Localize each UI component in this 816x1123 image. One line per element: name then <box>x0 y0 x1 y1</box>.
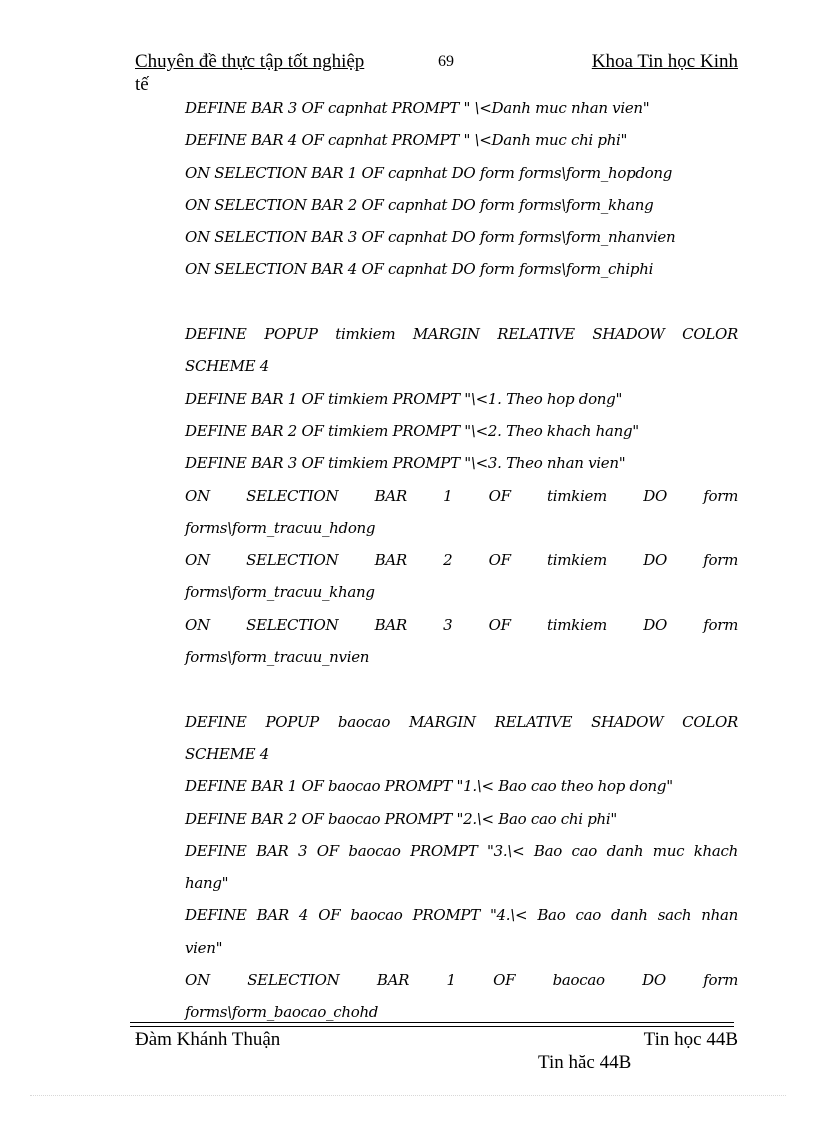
code-line: DEFINE BAR 4 OF baocao PROMPT "4.\< Bao cao danh sach nhan <box>185 906 738 925</box>
code-line: hang" <box>185 874 229 893</box>
code-line: DEFINE BAR 4 OF capnhat PROMPT " \<Danh muc chi phi" <box>185 131 628 150</box>
code-line: DEFINE BAR 1 OF baocao PROMPT "1.\< Bao cao theo hop dong" <box>185 777 673 796</box>
code-line: SCHEME 4 <box>185 744 270 763</box>
footer-rule <box>130 1022 734 1023</box>
code-line: DEFINE BAR 2 OF baocao PROMPT "2.\< Bao cao chi phi" <box>185 809 617 828</box>
code-line: vien" <box>185 938 223 957</box>
code-line: DEFINE BAR 3 OF baocao PROMPT "3.\< Bao cao danh muc khach <box>185 841 738 860</box>
code-line: ON SELECTION BAR 1 OF capnhat DO form forms\form_hopdong <box>185 163 673 182</box>
blank-line <box>185 286 738 318</box>
blank-line <box>185 673 738 705</box>
code-line: DEFINE BAR 3 OF capnhat PROMPT " \<Danh muc nhan vien" <box>185 99 650 117</box>
code-line: ON SELECTION BAR 2 OF capnhat DO form forms\form_khang <box>185 195 654 214</box>
code-line: SCHEME 4 <box>185 357 270 376</box>
footer-class-duplicate: Tin hăc 44B <box>538 1052 632 1073</box>
code-line: ON SELECTION BAR 2 OF timkiem DO form <box>185 551 738 570</box>
header-title: Chuyên đề thực tập tốt nghiệp <box>135 51 365 72</box>
code-line: DEFINE BAR 2 OF timkiem PROMPT "\<2. Theo khach hang" <box>185 421 639 440</box>
page-number: 69 <box>438 53 454 70</box>
footer-rule <box>130 1026 734 1027</box>
code-listing <box>185 92 738 1029</box>
code-line: ON SELECTION BAR 4 OF capnhat DO form forms\form_chiphi <box>185 260 654 279</box>
footer-author: Đàm Khánh Thuận <box>135 1029 281 1050</box>
code-line: ON SELECTION BAR 3 OF capnhat DO form forms\form_nhanvien <box>185 228 676 247</box>
header-department: Khoa Tin học Kinh <box>591 51 738 72</box>
code-line: ON SELECTION BAR 1 OF baocao DO form <box>185 971 738 990</box>
footer-class: Tin học 44B <box>643 1029 738 1050</box>
code-line: DEFINE POPUP baocao MARGIN RELATIVE SHADOW COLOR <box>185 712 738 731</box>
code-line: forms\form_baocao_chohd <box>185 1003 379 1022</box>
header-continuation: tế <box>135 74 149 95</box>
code-line: DEFINE BAR 1 OF timkiem PROMPT "\<1. Theo hop dong" <box>185 389 623 408</box>
code-line: forms\form_tracuu_nvien <box>185 648 370 667</box>
code-line: DEFINE BAR 3 OF timkiem PROMPT "\<3. Theo nhan vien" <box>185 454 626 473</box>
code-line: forms\form_tracuu_hdong <box>185 518 376 537</box>
code-line: ON SELECTION BAR 1 OF timkiem DO form <box>185 486 738 505</box>
page-header <box>135 50 738 74</box>
code-line: ON SELECTION BAR 3 OF timkiem DO form <box>185 615 738 634</box>
page-edge-divider <box>30 1095 786 1096</box>
code-line: DEFINE POPUP timkiem MARGIN RELATIVE SHADOW COLOR <box>185 325 738 344</box>
code-line: forms\form_tracuu_khang <box>185 583 375 602</box>
